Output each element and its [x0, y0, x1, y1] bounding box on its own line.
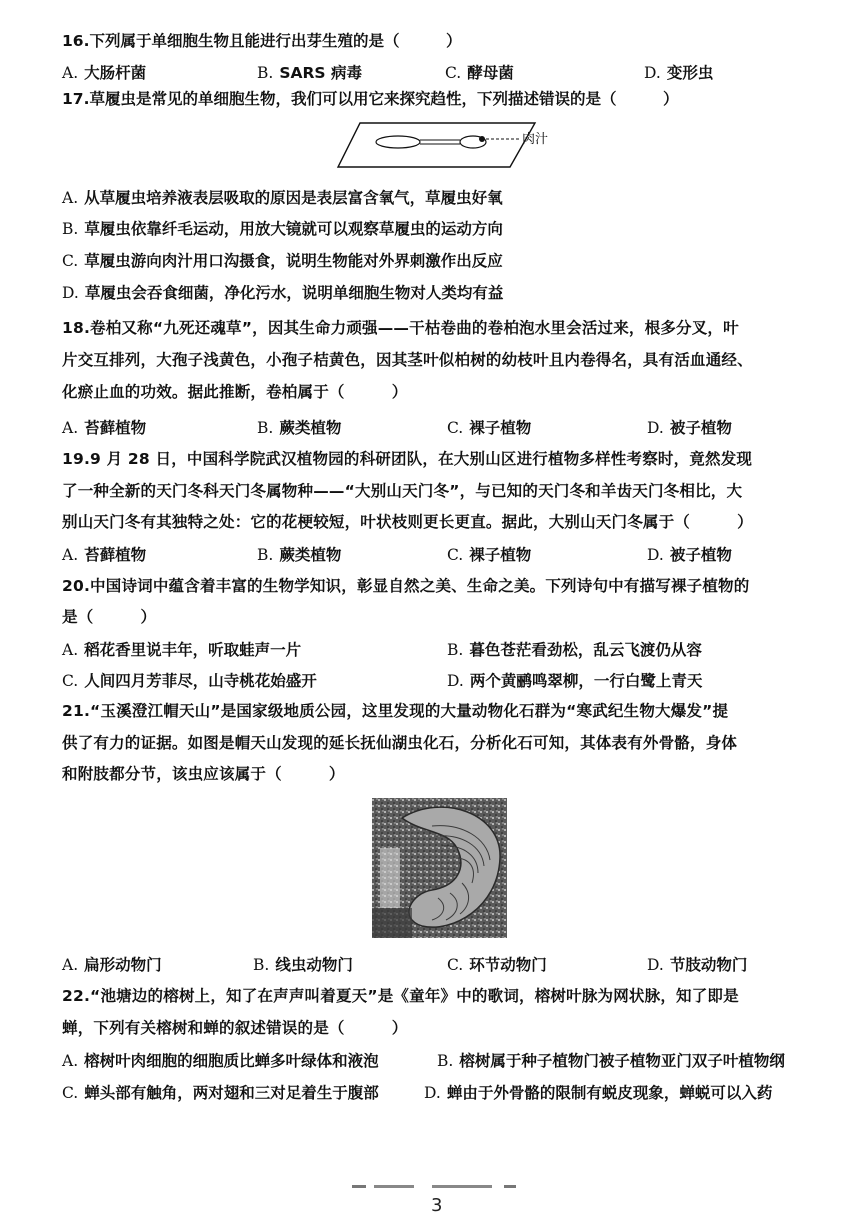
option-b: B. 榕树属于种子植物门被子植物亚门双子叶植物纲: [437, 1052, 785, 1070]
glass-slide: [338, 123, 535, 167]
option-d: D. 蝉由于外骨骼的限制有蜕皮现象，蝉蜕可以入药: [424, 1084, 773, 1102]
option-d: D. 节肢动物门: [647, 956, 748, 974]
option-b: B. 蕨类植物: [257, 419, 342, 437]
question-19-line-1: 19.9 月 28 日，中国科学院武汉植物园的科研团队，在大别山区进行植物多样性考察时，竟然发现: [62, 450, 753, 468]
option-d: D. 被子植物: [647, 419, 732, 437]
question-16-options: [62, 61, 822, 85]
option-c: C. 裸子植物: [447, 546, 532, 564]
option-b: B. 线虫动物门: [253, 956, 353, 974]
faint-footer-marks: [352, 1183, 522, 1188]
option-a: A. 苔藓植物: [62, 419, 147, 437]
footer-faint-text: [352, 1180, 522, 1188]
option-c: C. 人间四月芳菲尽，山寺桃花始盛开: [62, 672, 317, 690]
option-c: C. 蝉头部有触角，两对翅和三对足着生于腹部: [62, 1084, 379, 1102]
option-c: C. 裸子植物: [447, 419, 532, 437]
option-a: A. 榕树叶肉细胞的细胞质比蝉多叶绿体和液泡: [62, 1052, 379, 1070]
paramecium-slide-figure: [330, 115, 570, 175]
option-c: C. 环节动物门: [447, 956, 547, 974]
fossil-photo: [372, 798, 507, 938]
question-20-line-2: 是（ ）: [62, 608, 157, 626]
question-20-line-1: 20.中国诗词中蕴含着丰富的生物学知识，彰显自然之美、生命之美。下列诗句中有描写裸子植物的: [62, 577, 750, 595]
question-19-line-3: 别山天门冬有其独特之处：它的花梗较短，叶状枝则更长更直。据此，大别山天门冬属于（ ）: [62, 513, 753, 531]
question-16-stem: 16.下列属于单细胞生物且能进行出芽生殖的是（ ）: [62, 32, 462, 50]
meat-juice-label: 肉汁: [522, 132, 549, 147]
question-19-line-2: 了一种全新的天门冬科天门冬属物种——“大别山天门冬”，与已知的天门冬和羊齿天门冬相比，大: [62, 482, 743, 500]
question-20-options-row-1: [62, 638, 822, 662]
question-17-option-d: D. 草履虫会吞食细菌，净化污水，说明单细胞生物对人类均有益: [62, 284, 504, 302]
question-18-options: [62, 416, 822, 440]
option-a: A. 大肠杆菌: [62, 64, 147, 82]
question-21-options: [62, 953, 822, 977]
question-20-options-row-2: [62, 669, 822, 693]
question-18-line-1: 18.卷柏又称“九死还魂草”，因其生命力顽强——干枯卷曲的卷柏泡水里会活过来，根多分叉，叶: [62, 319, 739, 337]
question-22-options-row-1: [62, 1049, 822, 1073]
question-18-line-3: 化瘀止血的功效。据此推断，卷柏属于（ ）: [62, 383, 408, 401]
fossil-image: [372, 798, 507, 938]
option-b: B. 蕨类植物: [257, 546, 342, 564]
question-22-options-row-2: [62, 1081, 822, 1105]
question-17-option-a: A. 从草履虫培养液表层吸取的原因是表层富含氧气，草履虫好氧: [62, 189, 503, 207]
option-a: A. 扁形动物门: [62, 956, 162, 974]
question-18-line-2: 片交互排列，大孢子浅黄色，小孢子桔黄色，因其茎叶似柏树的幼枝叶且内卷得名，具有活血通经、: [62, 351, 753, 369]
question-21-line-2: 供了有力的证据。如图是帽天山发现的延长抚仙湖虫化石，分析化石可知，其体表有外骨骼，身体: [62, 734, 738, 752]
option-b: B. SARS 病毒: [257, 64, 362, 82]
question-22-line-2: 蝉，下列有关榕树和蝉的叙述错误的是（ ）: [62, 1019, 408, 1037]
culture-drop-left: [376, 136, 420, 148]
question-19-options: [62, 543, 822, 567]
option-a: A. 稻花香里说丰年，听取蛙声一片: [62, 641, 302, 659]
option-b: B. 暮色苍茫看劲松，乱云飞渡仍从容: [447, 641, 702, 659]
question-17-stem: 17.草履虫是常见的单细胞生物，我们可以用它来探究趋性，下列描述错误的是（ ）: [62, 90, 679, 108]
page-number: 3: [431, 1195, 443, 1216]
question-22-line-1: 22.“池塘边的榕树上，知了在声声叫着夏天”是《童年》中的歌词，榕树叶脉为网状脉，知了即是: [62, 987, 739, 1005]
question-21-line-1: 21.“玉溪澄江帽天山”是国家级地质公园，这里发现的大量动物化石群为“寒武纪生物大爆发”提: [62, 702, 729, 720]
question-17-option-b: B. 草履虫依靠纤毛运动，用放大镜就可以观察草履虫的运动方向: [62, 220, 503, 238]
option-d: D. 变形虫: [644, 64, 714, 82]
meat-juice-dot: [479, 136, 485, 142]
option-c: C. 酵母菌: [445, 64, 514, 82]
option-d: D. 被子植物: [647, 546, 732, 564]
option-a: A. 苔藓植物: [62, 546, 147, 564]
question-21-line-3: 和附肢都分节，该虫应该属于（ ）: [62, 765, 345, 783]
option-d: D. 两个黄鹂鸣翠柳，一行白鹭上青天: [447, 672, 703, 690]
question-17-option-c: C. 草履虫游向肉汁用口沟摄食，说明生物能对外界刺激作出反应: [62, 252, 503, 270]
